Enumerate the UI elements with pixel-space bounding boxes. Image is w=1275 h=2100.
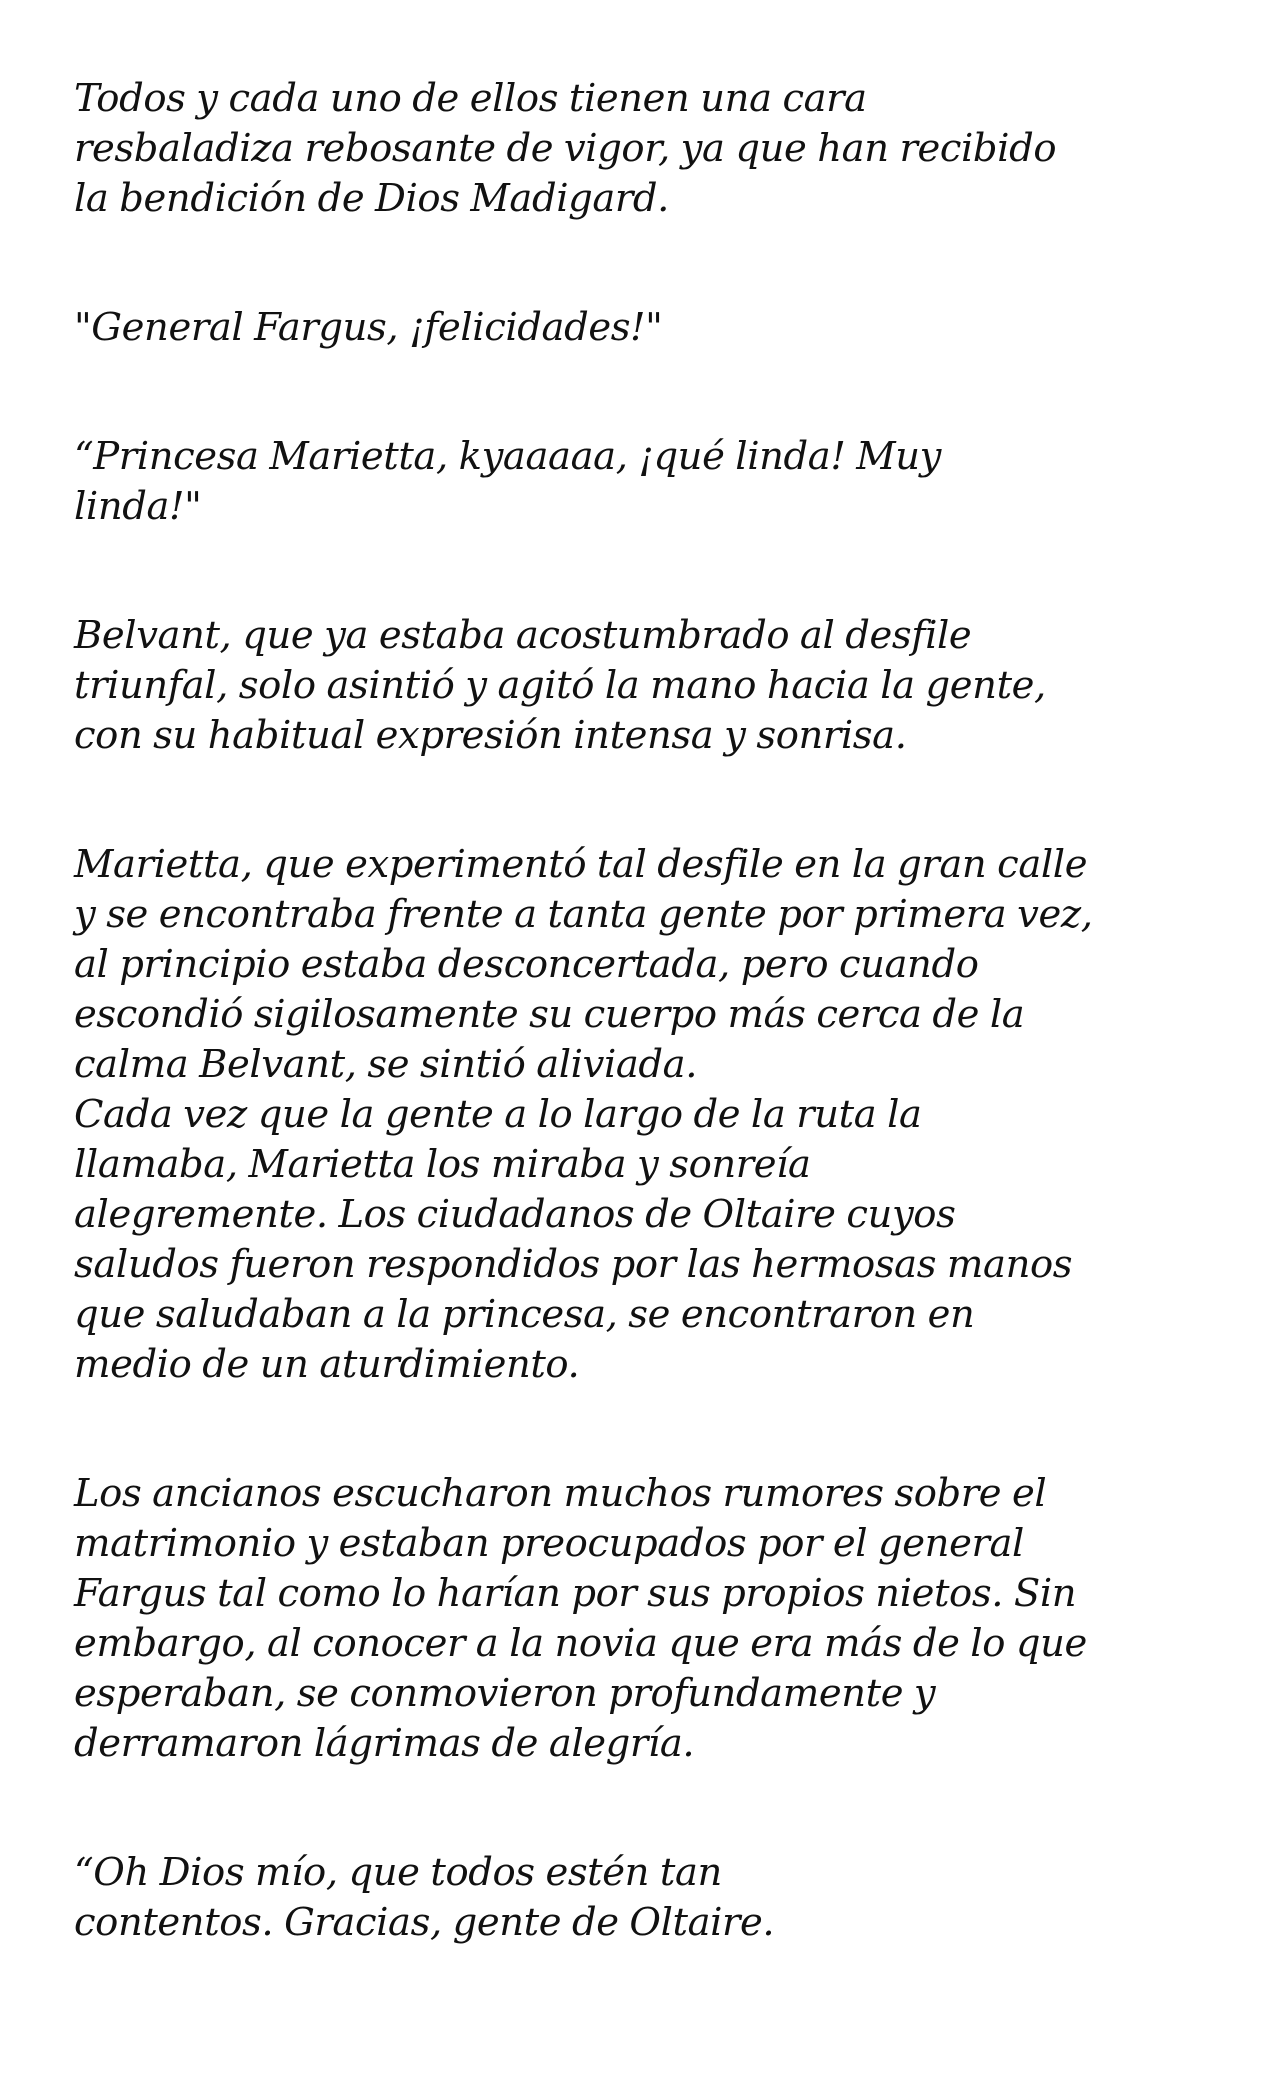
- text-line: llamaba, Marietta los miraba y sonreía: [74, 1142, 811, 1187]
- text-line: Todos y cada uno de ellos tienen una cara: [74, 76, 867, 121]
- text-line: con su habitual expresión intensa y sonrisa.: [74, 713, 907, 758]
- text-line: la bendición de Dios Madigard.: [74, 176, 670, 221]
- text-line: Cada vez que la gente a lo largo de la ruta la: [74, 1092, 922, 1137]
- paragraph-princess-cheer: [74, 432, 1215, 532]
- text-line: “Oh Dios mío, que todos estén tan: [74, 1850, 722, 1895]
- text-line: escondió sigilosamente su cuerpo más cerca de la: [74, 992, 1025, 1037]
- text-line: Marietta, que experimentó tal desfile en la gran calle: [74, 842, 1088, 887]
- text-line: triunfal, solo asintió y agitó la mano hacia la gente,: [74, 663, 1046, 708]
- text-line: y se encontraba frente a tanta gente por primera vez,: [74, 892, 1093, 937]
- text-line: "General Fargus, ¡felicidades!": [74, 305, 663, 350]
- text-line: saludos fueron respondidos por las hermosas manos: [74, 1242, 1073, 1287]
- text-line: alegremente. Los ciudadanos de Oltaire cuyos: [74, 1192, 956, 1237]
- paragraph-blessing: [74, 74, 1215, 224]
- text-line: contentos. Gracias, gente de Oltaire.: [74, 1900, 775, 1945]
- text-line: “Princesa Marietta, kyaaaaa, ¡qué linda! Muy: [74, 434, 941, 479]
- text-line: embargo, al conocer a la novia que era más de lo que: [74, 1621, 1087, 1666]
- paragraph-oh-dios: [74, 1848, 1215, 1948]
- paragraph-elders: [74, 1469, 1215, 1769]
- text-line: esperaban, se conmovieron profundamente y: [74, 1671, 936, 1716]
- paragraph-marietta: [74, 840, 1215, 1390]
- text-line: Fargus tal como lo harían por sus propios nietos. Sin: [74, 1571, 1077, 1616]
- text-line: que saludaban a la princesa, se encontraron en: [74, 1292, 975, 1337]
- text-line: linda!": [74, 484, 202, 529]
- text-line: Belvant, que ya estaba acostumbrado al desfile: [74, 613, 972, 658]
- text-line: derramaron lágrimas de alegría.: [74, 1721, 695, 1766]
- text-line: Los ancianos escucharon muchos rumores sobre el: [74, 1471, 1047, 1516]
- text-line: resbaladiza rebosante de vigor, ya que han recibido: [74, 126, 1057, 171]
- paragraph-congratulations: [74, 303, 1215, 353]
- text-line: calma Belvant, se sintió aliviada.: [74, 1042, 698, 1087]
- paragraph-belvant: [74, 611, 1215, 761]
- text-line: matrimonio y estaban preocupados por el general: [74, 1521, 1024, 1566]
- text-line: al principio estaba desconcertada, pero cuando: [74, 942, 979, 987]
- text-line: medio de un aturdimiento.: [74, 1342, 580, 1387]
